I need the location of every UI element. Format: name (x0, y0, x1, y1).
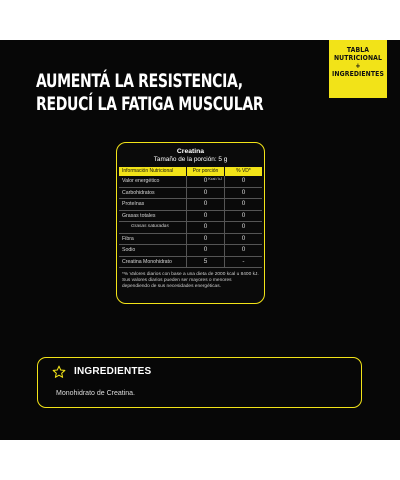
row-label: Sodio (122, 247, 136, 253)
serving-size: Tamaño de la porción: 5 g (153, 156, 228, 163)
row-label: Proteínas (122, 201, 145, 207)
ingredients-title: INGREDIENTES (74, 366, 152, 377)
nutrition-column-headers (119, 167, 262, 176)
nutrition-table (116, 142, 265, 304)
tabla-nutricional-badge (329, 40, 387, 98)
row-portion: 0 (186, 211, 224, 222)
table-row (119, 176, 262, 188)
column-header-portion: Por porción (186, 167, 224, 176)
row-vd: 0 (224, 176, 262, 187)
table-row (119, 211, 262, 223)
row-vd: 0 (224, 234, 262, 245)
table-row (119, 257, 262, 269)
row-label: Grasas saturadas (131, 224, 169, 229)
energy-unit: Kcal / kJ (208, 177, 222, 181)
table-row (119, 188, 262, 200)
row-label: Creatina Monohidrato (122, 258, 172, 265)
ingredients-box (37, 357, 362, 408)
row-portion: 0 (186, 199, 224, 210)
table-row (119, 234, 262, 246)
table-row (119, 222, 262, 234)
row-label: Valor energético (122, 178, 160, 184)
badge-line-3: + (355, 62, 361, 70)
row-label: Carbohidratos (122, 189, 155, 196)
headline (36, 70, 282, 116)
badge-line-2: NUTRICIONAL (333, 54, 383, 62)
row-portion: 0 (186, 234, 224, 245)
row-vd: 0 (224, 222, 262, 233)
row-portion (186, 176, 224, 187)
row-portion: 0 (186, 188, 224, 199)
row-vd: 0 (224, 199, 262, 210)
row-vd: 0 (224, 211, 262, 222)
row-portion-value: 0 (203, 177, 208, 184)
row-vd: 0 (224, 245, 262, 256)
ingredients-text: Monohidrato de Creatina. (56, 390, 135, 397)
table-row (119, 245, 262, 257)
headline-line-2: REDUCÍ LA FATIGA MUSCULAR (36, 93, 264, 115)
row-label: Fibra (122, 235, 134, 242)
row-portion: 0 (186, 245, 224, 256)
column-header-info: Información Nutricional (122, 168, 174, 174)
table-row (119, 199, 262, 211)
daily-value-note: *% Valores diarios con base a una dieta de 2000 kcal u 8400 kJ. Sus valores diarios pueden ser mayores o menores dependiendo de sus necesidades energéticas. (122, 272, 259, 289)
column-header-vd: % VD* (224, 167, 262, 176)
row-vd: 0 (224, 188, 262, 199)
nutrition-title: Creatina (176, 148, 205, 155)
row-portion: 5 (186, 257, 224, 268)
star-icon (52, 365, 66, 379)
badge-line-4: INGREDIENTES (332, 70, 384, 78)
row-portion: 0 (186, 222, 224, 233)
row-vd: - (224, 257, 262, 268)
headline-line-1: AUMENTÁ LA RESISTENCIA, (36, 70, 243, 92)
row-label: Grasas totales (122, 212, 156, 219)
nutrition-table-header (117, 143, 264, 167)
badge-line-1: TABLA (346, 46, 370, 54)
